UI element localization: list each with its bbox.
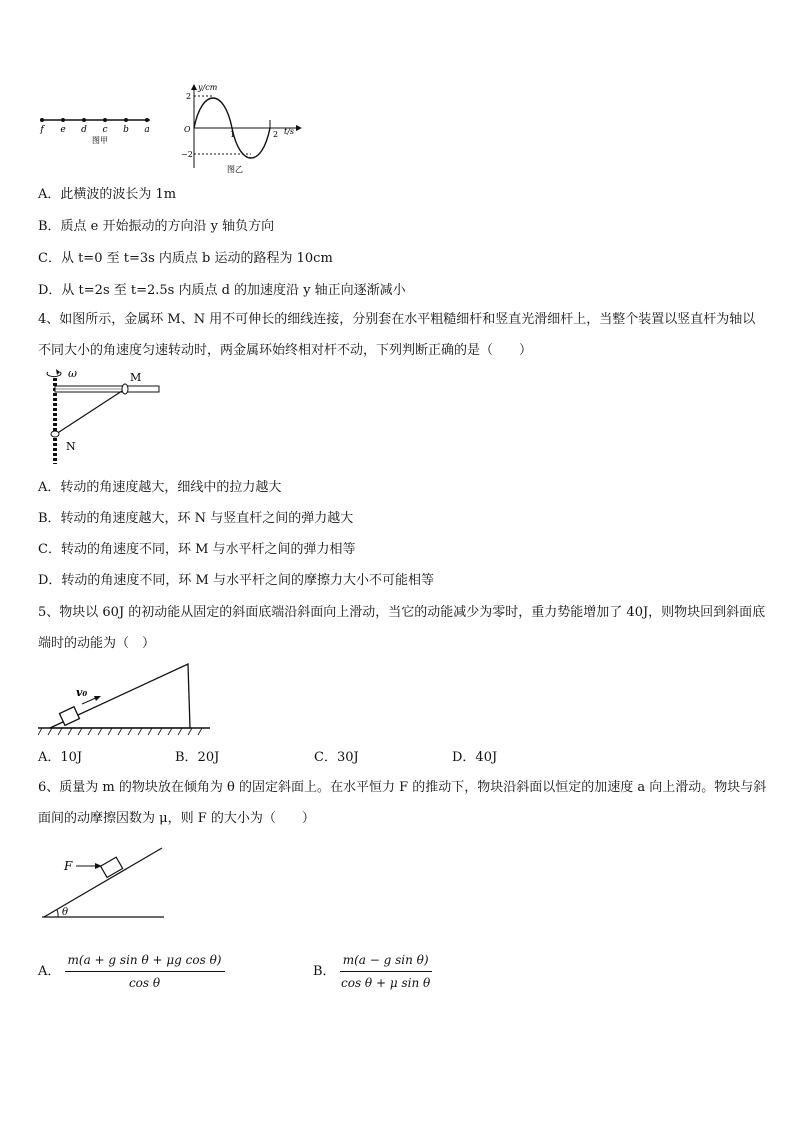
formula-fraction bbox=[340, 951, 432, 992]
formula-numerator: m(a + g sin θ + μg cos θ) bbox=[65, 951, 225, 972]
figure-caption: 图甲 bbox=[92, 136, 108, 145]
wave-points-figure bbox=[30, 108, 160, 148]
t-tick-1: 1 bbox=[230, 130, 236, 139]
ring-n-label: N bbox=[66, 440, 76, 453]
q3-option-a: A．此横波的波长为 1m bbox=[38, 187, 177, 202]
point-label: b bbox=[123, 125, 129, 135]
theta-label: θ bbox=[62, 907, 69, 918]
rotating-rods-figure bbox=[38, 366, 168, 466]
y-axis-label: y/cm bbox=[198, 83, 218, 92]
incline-force-figure bbox=[38, 842, 168, 922]
point-label: a bbox=[144, 125, 150, 135]
vibration-graph-figure bbox=[180, 80, 310, 175]
force-label: F bbox=[64, 859, 73, 873]
y-tick-neg: −2 bbox=[181, 150, 193, 159]
point-label: f bbox=[40, 125, 44, 135]
incline-figure bbox=[38, 658, 213, 738]
q5-option-c: C．30J bbox=[314, 750, 359, 765]
q6-option-a bbox=[38, 951, 225, 992]
q4-option-b: B．转动的角速度越大，环 N 与竖直杆之间的弹力越大 bbox=[38, 511, 354, 526]
q4-option-a: A．转动的角速度越大，细线中的拉力越大 bbox=[38, 480, 282, 495]
q4-stem: 4、如图所示，金属环 M、N 用不可伸长的细线连接，分别套在水平粗糙细杆和竖直光滑细杆上，当整个装置以竖直杆为轴以不同大小的角速度匀速转动时，两金属环始终相对杆不动，下列判断正确的是（ ） bbox=[38, 312, 756, 358]
q4-option-d: D．转动的角速度不同，环 M 与水平杆之间的摩擦力大小不可能相等 bbox=[38, 573, 434, 588]
omega-label: ω bbox=[68, 367, 77, 380]
y-tick-pos: 2 bbox=[186, 92, 192, 101]
q4-option-c: C．转动的角速度不同，环 M 与水平杆之间的弹力相等 bbox=[38, 542, 356, 557]
origin-label: O bbox=[184, 125, 191, 134]
formula-fraction bbox=[65, 951, 225, 992]
q5-option-d: D．40J bbox=[452, 750, 498, 765]
q3-option-c: C．从 t=0 至 t=3s 内质点 b 运动的路程为 10cm bbox=[38, 251, 333, 266]
q6-option-b bbox=[313, 951, 432, 992]
q5-option-b: B．20J bbox=[175, 750, 220, 765]
q3-option-d: D．从 t=2s 至 t=2.5s 内质点 d 的加速度沿 y 轴正向逐渐减小 bbox=[38, 283, 406, 298]
formula-denominator: cos θ bbox=[128, 976, 161, 990]
q3-option-b: B．质点 e 开始振动的方向沿 y 轴负方向 bbox=[38, 219, 275, 234]
formula-denominator: cos θ + μ sin θ bbox=[341, 976, 431, 990]
v0-label: v₀ bbox=[76, 686, 88, 699]
option-label: A． bbox=[38, 964, 61, 979]
option-label: B． bbox=[313, 964, 336, 979]
point-label: c bbox=[102, 125, 108, 135]
q5-stem: 5、物块以 60J 的初动能从固定的斜面底端沿斜面向上滑动，当它的动能减少为零时，重力势能增加了 40J，则物块回到斜面底端时的动能为（ ） bbox=[38, 605, 766, 651]
t-tick-2: 2 bbox=[273, 130, 279, 139]
figure-caption: 图乙 bbox=[227, 165, 243, 174]
x-axis-label: t/s bbox=[284, 127, 295, 136]
q6-stem: 6、质量为 m 的物块放在倾角为 θ 的固定斜面上。在水平恒力 F 的推动下，物块沿斜面以恒定的加速度 a 向上滑动。物块与斜面间的动摩擦因数为 μ，则 F 的大小为（ ） bbox=[38, 780, 767, 826]
ring-m-label: M bbox=[130, 371, 142, 384]
point-label: e bbox=[60, 125, 66, 135]
formula-numerator: m(a − g sin θ) bbox=[340, 951, 432, 972]
point-label: d bbox=[81, 125, 87, 135]
q5-option-a: A．10J bbox=[38, 750, 83, 765]
